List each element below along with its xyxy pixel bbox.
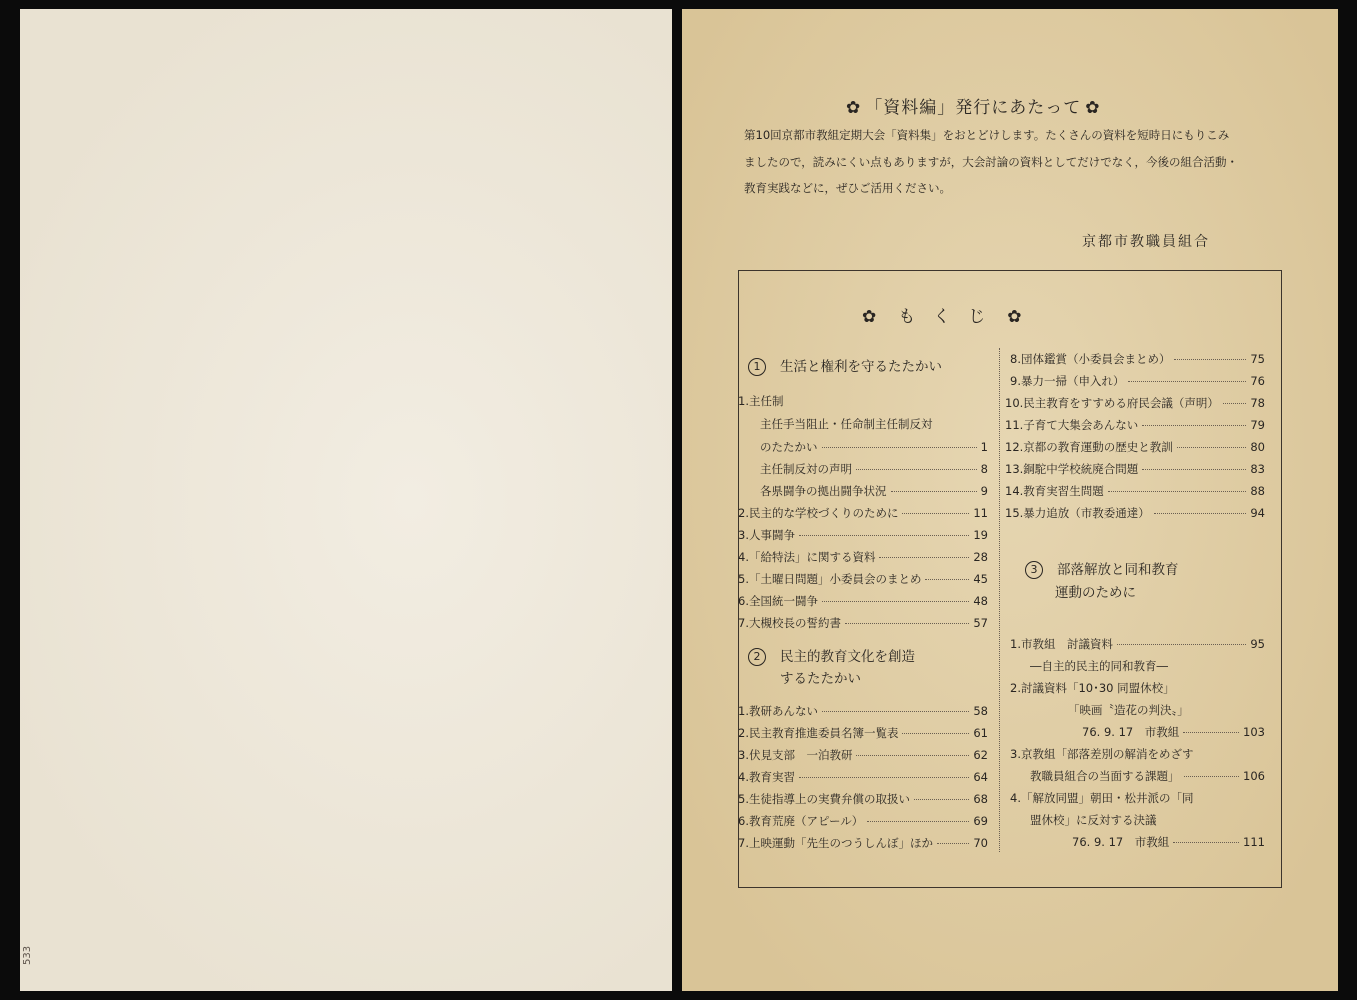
toc-entry: 3.人事闘争 19 — [738, 528, 988, 542]
toc-entry: 6.全国統一闘争 48 — [738, 594, 988, 608]
toc-entry: 76. 9. 17 市教組 103 — [1082, 725, 1265, 739]
toc-entry: 1.主任制 — [738, 394, 784, 408]
intro-line-2: ましたので，読みにくい点もありますが，大会討論の資料としてだけでなく，今後の組合活動・ — [744, 155, 1239, 169]
section-number: 3 — [1025, 561, 1043, 579]
left-page — [20, 9, 672, 991]
clover-icon: ✿ — [862, 307, 895, 327]
toc-entry: 5.生徒指導上の実費弁償の取扱い 68 — [738, 792, 988, 806]
toc-entry: 8.団体鑑賞（小委員会まとめ） 75 — [1010, 352, 1265, 366]
toc-entry: 12.京都の教育運動の歴史と教訓 80 — [1005, 440, 1265, 454]
column-divider — [999, 348, 1000, 852]
toc-entry: 2.民主教育推進委員名簿一覧表 61 — [738, 726, 988, 740]
toc-entry: 3.伏見支部 一泊教研 62 — [738, 748, 988, 762]
page-heading — [842, 93, 1105, 118]
section-3-title-line-2: 運動のために — [1055, 585, 1136, 601]
toc-entry: ―自主的民主的同和教育― — [1030, 659, 1168, 673]
toc-entry: 主任制反対の声明 8 — [760, 462, 988, 476]
section-2-heading — [748, 645, 915, 666]
toc-entry: 13.銅駝中学校統廃合問題 83 — [1005, 462, 1265, 476]
section-number: 1 — [748, 358, 766, 376]
toc-title-text: もくじ — [898, 307, 1004, 327]
toc-entry: 3.京教組「部落差別の解消をめざす — [1010, 747, 1194, 761]
toc-entry: 11.子育て大集会あんない 79 — [1005, 418, 1265, 432]
toc-entry: 7.上映運動「先生のつうしんぼ」ほか 70 — [738, 836, 988, 850]
clover-icon: ✿ — [846, 98, 862, 118]
section-2-title-line-2: するたたかい — [780, 671, 861, 687]
heading-text: 「資料編」発行にあたって — [865, 98, 1082, 118]
toc-entry: 4.「給特法」に関する資料 28 — [738, 550, 988, 564]
toc-title — [858, 302, 1044, 327]
toc-entry: 10.民主教育をすすめる府民会議（声明） 78 — [1005, 396, 1265, 410]
clover-icon: ✿ — [1085, 98, 1101, 118]
toc-entry: 15.暴力追放（市教委通達） 94 — [1005, 506, 1265, 520]
toc-entry: 教職員組合の当面する課題」 106 — [1030, 769, 1265, 783]
toc-entry: 4.教育実習 64 — [738, 770, 988, 784]
organization-name: 京都市教職員組合 — [1082, 234, 1210, 250]
toc-entry: 9.暴力一掃（申入れ） 76 — [1010, 374, 1265, 388]
toc-entry: 2.討議資料「10･30 同盟休校」 — [1010, 681, 1175, 695]
intro-line-3: 教育実践などに，ぜひご活用ください。 — [744, 181, 951, 195]
toc-entry: 6.教育荒廃（アピール） 69 — [738, 814, 988, 828]
toc-entry: 1.教研あんない 58 — [738, 704, 988, 718]
toc-entry: 76. 9. 17 市教組 111 — [1072, 835, 1265, 849]
toc-entry: 「映画〝造花の判決〟」 — [1068, 703, 1189, 717]
section-1-heading — [748, 355, 942, 376]
section-3-heading — [1025, 558, 1179, 579]
intro-line-1: 第10回京都市教組定期大会「資料集」をおとどけします。たくさんの資料を短時日にもりこみ — [744, 128, 1230, 142]
toc-entry: 各県闘争の拠出闘争状況 9 — [760, 484, 988, 498]
section-number: 2 — [748, 648, 766, 666]
toc-entry: 14.教育実習生問題 88 — [1005, 484, 1265, 498]
section-title-line-1: 部落解放と同和教育 — [1057, 562, 1179, 578]
toc-entry: 主任手当阻止・任命制主任制反対 — [760, 417, 933, 431]
toc-entry: 2.民主的な学校づくりのために 11 — [738, 506, 988, 520]
page-margin-mark: 533 — [22, 945, 33, 965]
section-title-line-1: 民主的教育文化を創造 — [780, 649, 915, 665]
toc-entry: 7.大槻校長の誓約書 57 — [738, 616, 988, 630]
toc-entry: のたたかい 1 — [760, 440, 988, 454]
toc-entry: 1.市教組 討議資料 95 — [1010, 637, 1265, 651]
toc-entry: 4.「解放同盟」朝田・松井派の「同 — [1010, 791, 1194, 805]
toc-entry: 5.「土曜日問題」小委員会のまとめ 45 — [738, 572, 988, 586]
section-title: 生活と権利を守るたたかい — [780, 359, 942, 375]
toc-entry: 盟休校」に反対する決議 — [1030, 813, 1157, 827]
clover-icon: ✿ — [1007, 307, 1040, 327]
